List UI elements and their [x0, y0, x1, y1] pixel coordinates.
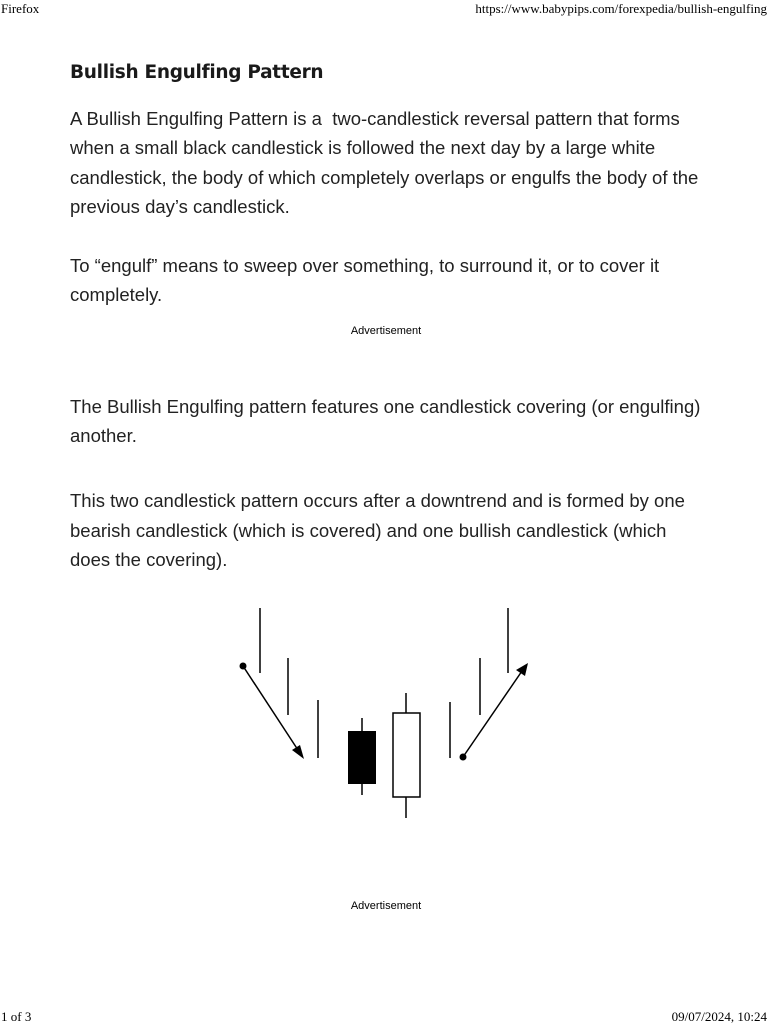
print-timestamp: 09/07/2024, 10:24	[671, 1009, 767, 1024]
article	[70, 58, 706, 818]
downtrend-arrow-line	[243, 666, 298, 750]
paragraph-definition: A Bullish Engulfing Pattern is a two-candlestick reversal pattern that forms when a small black candlestick is followed the next day by a large white candlestick, the body of which completely overlaps or engulfs the body of the previous day’s candlestick.	[70, 108, 704, 217]
paragraph-pattern-feature: The Bullish Engulfing pattern features one candlestick covering (or engulfing) another.	[70, 395, 706, 447]
page-url: https://www.babypips.com/forexpedia/bullish-engulfing	[475, 1, 767, 16]
downtrend-arrowhead	[292, 745, 304, 759]
candlestick-diagram	[70, 578, 702, 818]
browser-name: Firefox	[1, 1, 40, 16]
print-header	[0, 1, 768, 17]
bullish-engulfing-diagram	[70, 578, 702, 818]
advertisement-label-bottom: Advertisement	[350, 900, 422, 912]
bullish-candle-body	[393, 713, 420, 797]
downtrend-arrow	[240, 663, 305, 760]
bearish-candle	[348, 718, 376, 795]
uptrend-wicks	[450, 608, 508, 758]
uptrend-arrowhead	[516, 663, 528, 676]
advertisement-label: Advertisement	[350, 324, 422, 337]
page-title: Bullish Engulfing Pattern	[70, 62, 324, 83]
print-footer	[0, 1009, 768, 1025]
page-counter: 1 of 3	[1, 1009, 32, 1024]
paragraph-engulf-meaning: To “engulf” means to sweep over something, to surround it, or to cover it completely.	[70, 255, 665, 306]
bearish-candle-body	[348, 731, 376, 784]
paragraph-pattern-formation: This two candlestick pattern occurs after a downtrend and is formed by one bearish candlestick (which is covered) and one bullish candlestick (which does the covering).	[70, 490, 691, 570]
uptrend-arrow	[460, 663, 529, 761]
bullish-candle	[393, 693, 420, 818]
uptrend-arrow-line	[463, 671, 522, 757]
